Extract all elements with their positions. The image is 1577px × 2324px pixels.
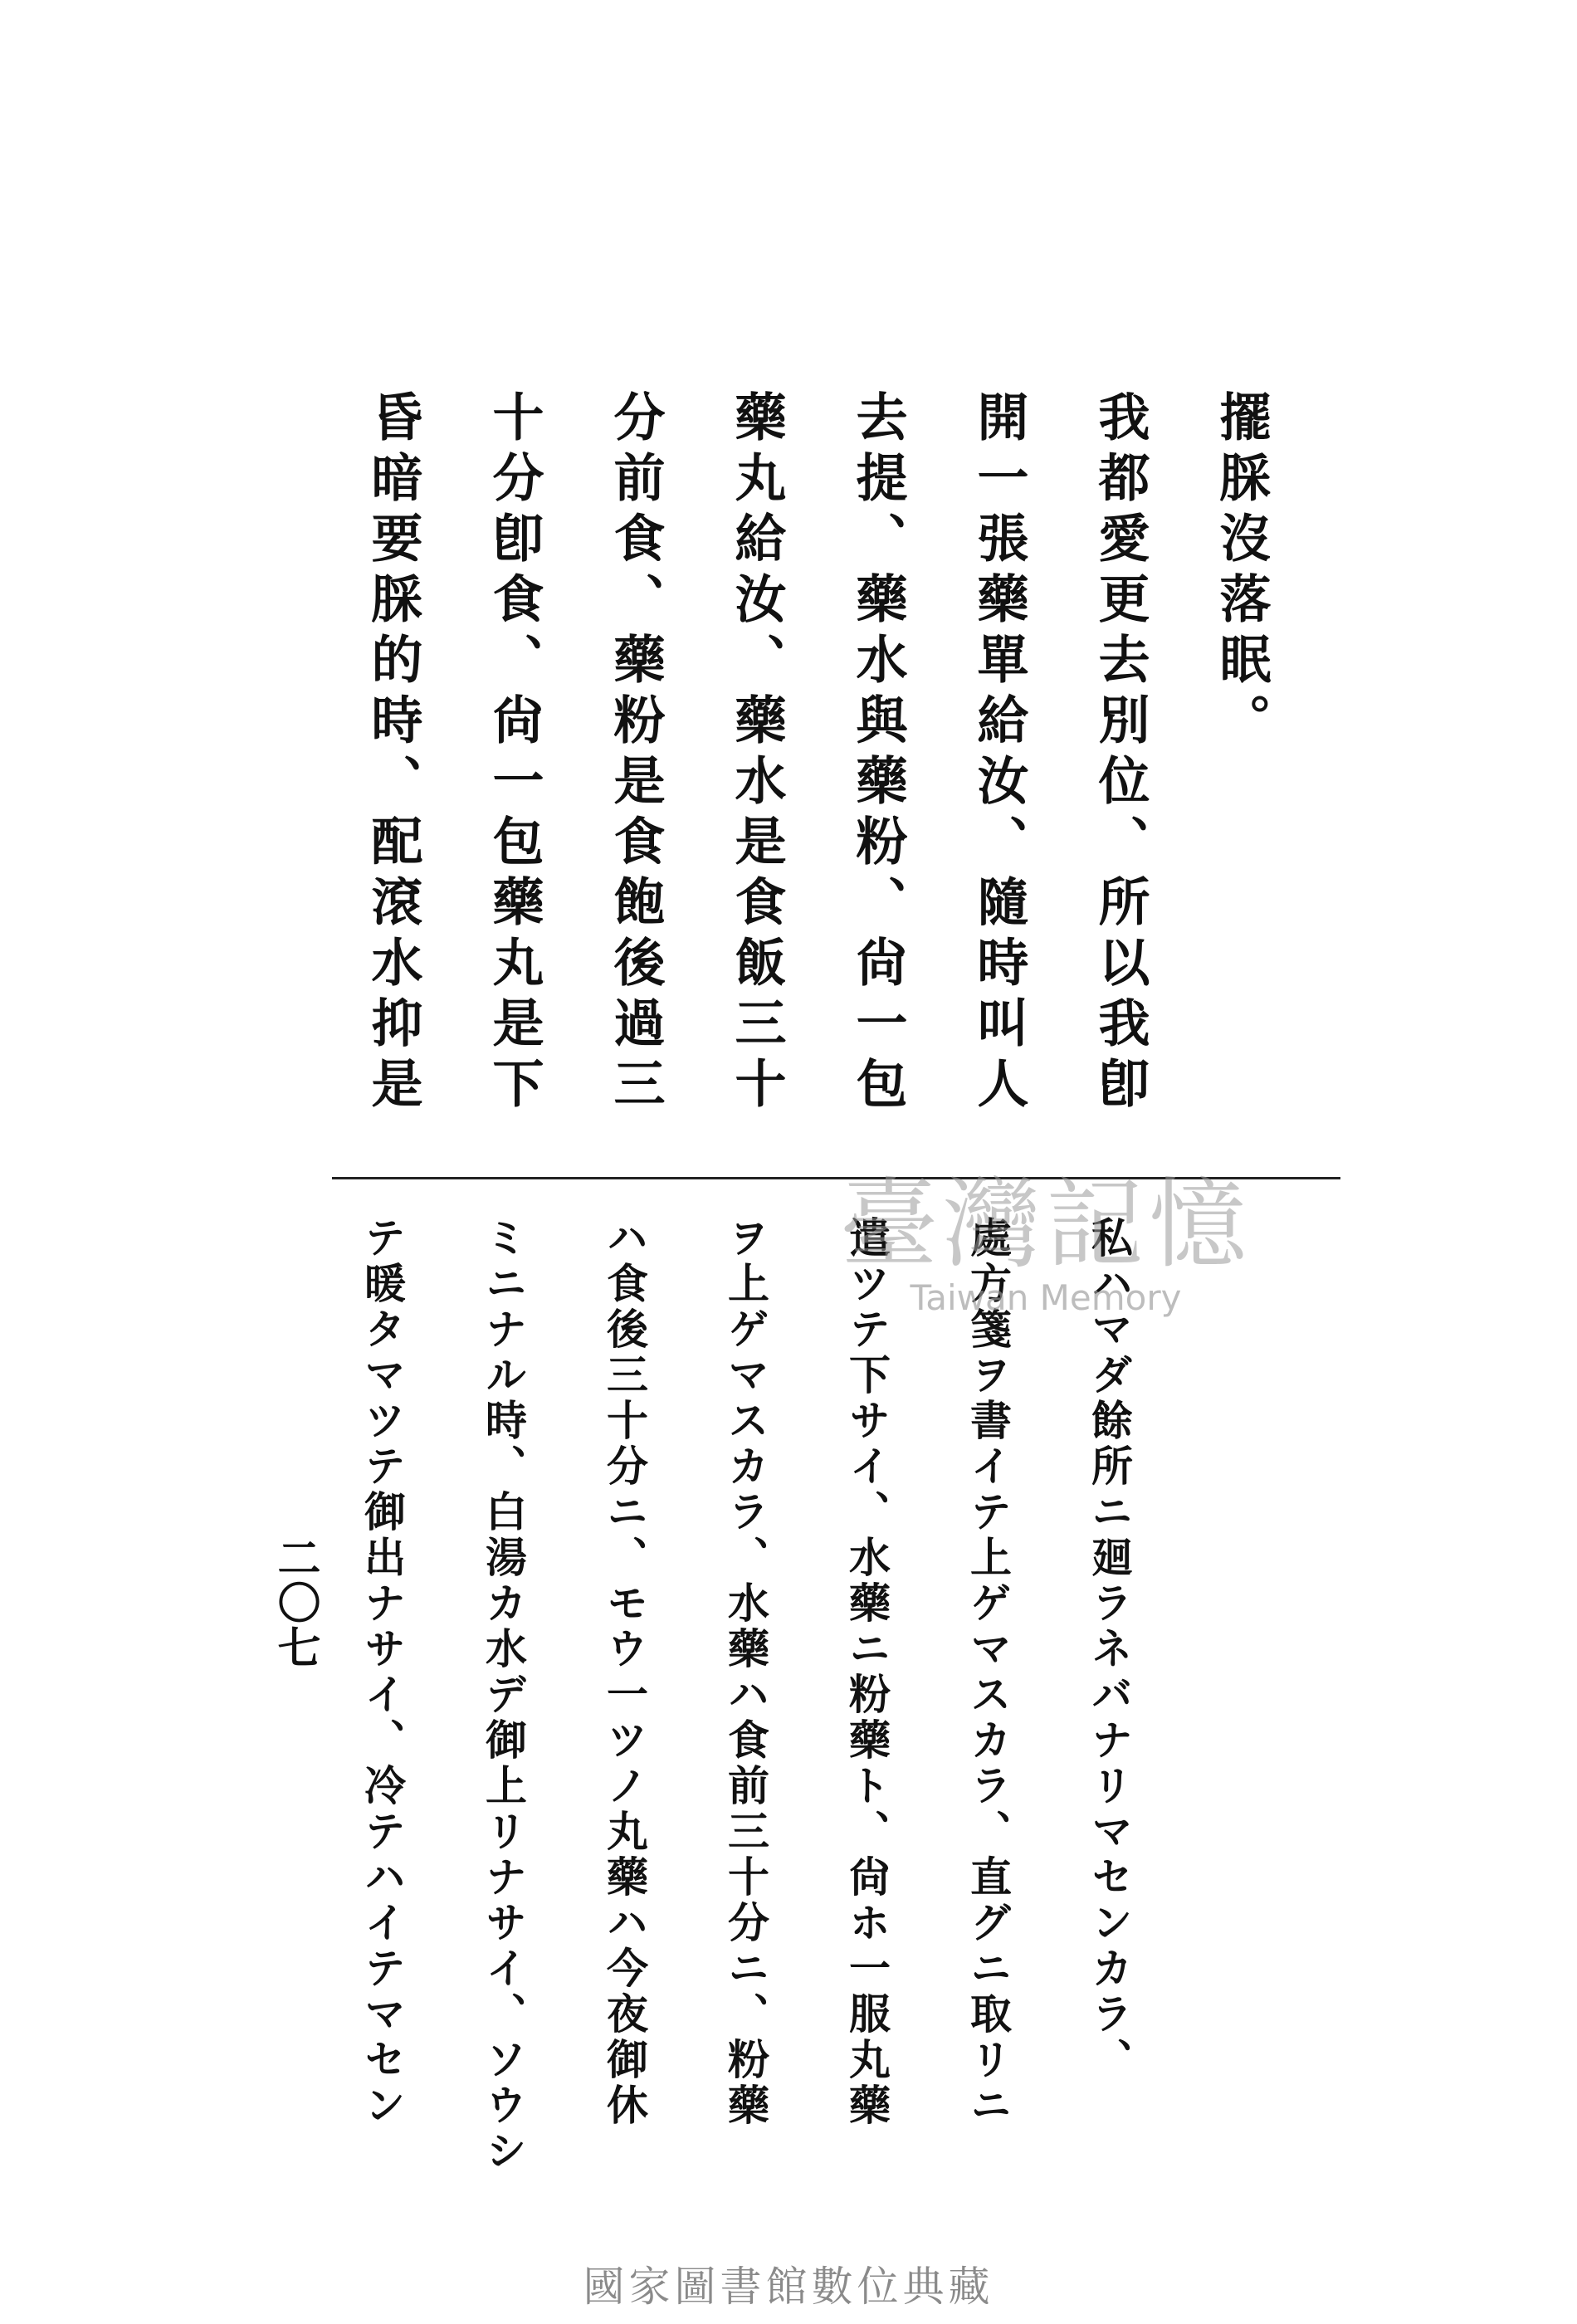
chinese-text-column: 十分卽食、尙一包藥丸是下	[484, 390, 544, 1117]
section-divider-rule	[332, 1177, 1340, 1179]
chinese-text-column: 分前食、藥粉是食飽後過三	[605, 390, 666, 1117]
watermark-title: 臺灣記憶	[839, 1167, 1252, 1282]
japanese-text-column: 處方箋ヲ書イテ上ゲマスカラ、直グニ取リニ	[964, 1216, 1013, 2129]
page-number: 二〇七	[270, 1536, 320, 1670]
japanese-text-column: 私ハマダ餘所ニ廻ラネバナリマセンカラ、	[1085, 1216, 1134, 2083]
chinese-text-column: 擺䐆沒落眠。	[1211, 390, 1272, 754]
japanese-text-column: ハ食後三十分ニ、モウ一ツノ丸藥ハ今夜御休	[600, 1216, 649, 2129]
japanese-text-column: ミニナル時、白湯カ水デ御上リナサイ、ソウシ	[479, 1216, 528, 2175]
footer-credit: 國家圖書館數位典藏	[583, 2263, 994, 2311]
chinese-text-column: 昏暗要䐆的時、配滾水抑是	[363, 390, 423, 1117]
japanese-text-column: テ暖タマツテ御出ナサイ、冷テハイテマセン	[358, 1216, 407, 2129]
chinese-text-column: 去提、藥水與藥粉、尙一包	[847, 390, 908, 1117]
watermark-subtitle: Taiwan Memory	[910, 1277, 1182, 1318]
chinese-text-column: 我都愛更去別位、所以我卽	[1090, 390, 1150, 1117]
chinese-text-column: 藥丸給汝、藥水是食飯三十	[726, 390, 787, 1117]
japanese-text-column: 遣ツテ下サイ、水藥ニ粉藥ト、尙ホ一服丸藥	[842, 1216, 891, 2129]
japanese-text-column: ヲ上ゲマスカラ、水藥ハ食前三十分ニ、粉藥	[721, 1216, 770, 2129]
japanese-translation-block	[329, 1216, 1162, 2175]
chinese-text-block	[343, 390, 1291, 1129]
chinese-text-column: 開一張藥單給汝、隨時叫人	[969, 390, 1029, 1117]
